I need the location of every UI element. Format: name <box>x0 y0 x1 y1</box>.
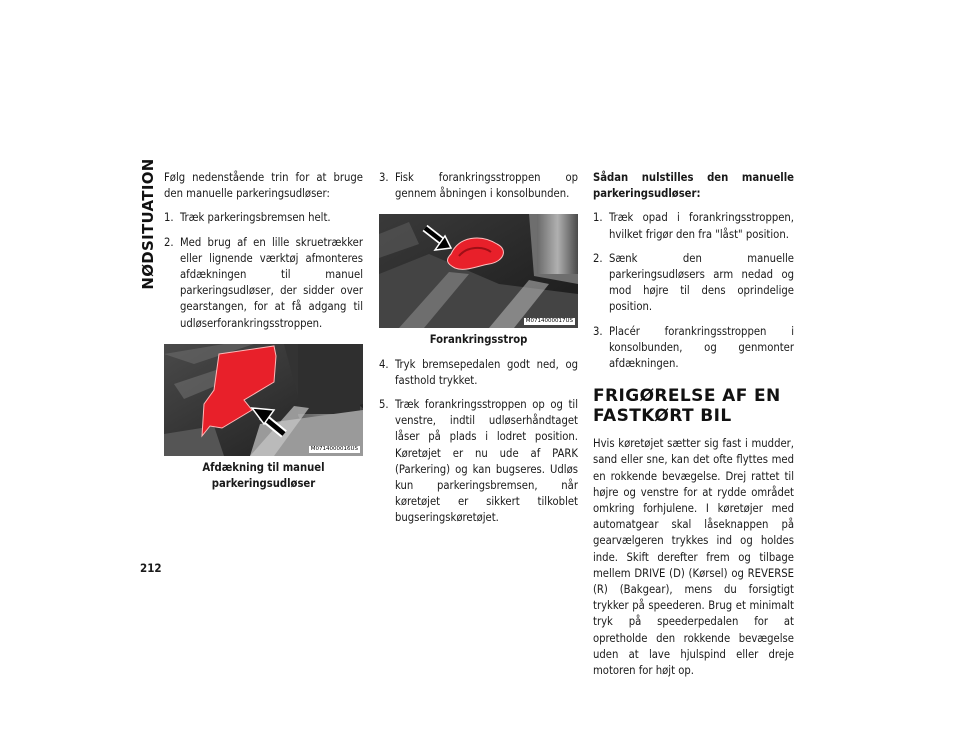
step-text: Træk forankringsstroppen op og til venstre, indtil udløserhåndtaget låser på plads i lodret position. Køretøjet er nu ude af PARK (Parkering) og kan bugseres. Udløs kun parkeringsbremsen, når køretøjet er sikkert tilkoblet bugseringskøretøjet. <box>395 398 578 525</box>
step-number: 2. <box>164 235 174 249</box>
step-list-2b <box>379 357 578 527</box>
step-text: Med brug af en lille skruetrækker eller lignende værktøj afmonteres afdækningen til manuel parkeringsudløser, der sidder over gearstangen, for at få adgang til udløserforankringsstroppen. <box>180 235 363 330</box>
step-item <box>379 397 578 527</box>
step-item <box>593 324 794 373</box>
section-title <box>138 158 158 290</box>
column-2 <box>379 170 578 535</box>
figure-release-cover <box>164 344 363 456</box>
figure-tether-strap <box>379 214 578 328</box>
figure-code: M0714000017US <box>525 318 573 325</box>
step-number: 1. <box>593 211 603 225</box>
tether-strap-illustration <box>379 214 578 328</box>
step-list-2a <box>379 170 578 202</box>
figure-caption: Forankringsstrop <box>429 333 528 347</box>
step-number: 1. <box>164 211 174 225</box>
step-item <box>379 170 578 202</box>
step-text: Træk opad i forankringsstroppen, hvilket frigør den fra "låst" position. <box>609 211 794 241</box>
step-text: Træk parkeringsbremsen helt. <box>180 211 331 225</box>
column-3 <box>593 170 794 687</box>
figure-code: M0714000016US <box>310 445 358 452</box>
step-number: 5. <box>379 398 389 412</box>
step-item <box>379 357 578 389</box>
column-1 <box>164 170 363 500</box>
step-item <box>593 251 794 316</box>
step-item <box>164 235 363 332</box>
release-cover-illustration <box>164 344 363 456</box>
step-text: Sænk den manuelle parkeringsudløsers arm nedad og mod højre til dens oprindelige position. <box>609 251 794 314</box>
section-title-text: NØDSITUATION <box>138 158 157 290</box>
step-number: 3. <box>593 324 603 338</box>
step-number: 2. <box>593 251 603 265</box>
step-text: Placér forankringsstroppen i konsolbunden, og genmonter afdækningen. <box>609 324 794 371</box>
step-item <box>593 210 794 242</box>
step-number: 3. <box>379 171 389 184</box>
reset-subheading: Sådan nulstilles den manuelle parkeringsudløser: <box>593 171 794 201</box>
figure-caption: Afdækning til manuel parkeringsudløser <box>202 460 325 491</box>
page-number: 212 <box>140 561 162 575</box>
section-heading: FRIGØRELSE AF EN FASTKØRT BIL <box>593 386 781 427</box>
step-text: Tryk bremsepedalen godt ned, og fasthold trykket. <box>395 357 578 387</box>
step-item <box>164 210 363 226</box>
body-paragraph: Hvis køretøjet sætter sig fast i mudder, sand eller sne, kan det ofte flyttes med en rokkende bevægelse. Drej rattet til højre og venstre for at rydde området omkring forhjulene. I køretøjer med automatgear skal låseknappen på gearvælgeren trykkes ind og holdes inde. Skift derefter frem og tilbage mellem DRIVE (D) (Kørsel) og REVERSE (R) (Bakgear), mens du forsigtigt trykker på speederen. Brug et minimalt tryk på speederpedalen for at opretholde den rokkende bevægelse uden at lave hjulspind eller dreje motoren for højt op. <box>593 437 794 678</box>
step-number: 4. <box>379 357 389 371</box>
step-text: Fisk forankringsstroppen op gennem åbningen i konsolbunden. <box>395 171 578 201</box>
step-list-3 <box>593 210 794 372</box>
intro-text: Følg nedenstående trin for at bruge den manuelle parkeringsudløser: <box>164 171 363 201</box>
step-list-1 <box>164 210 363 331</box>
